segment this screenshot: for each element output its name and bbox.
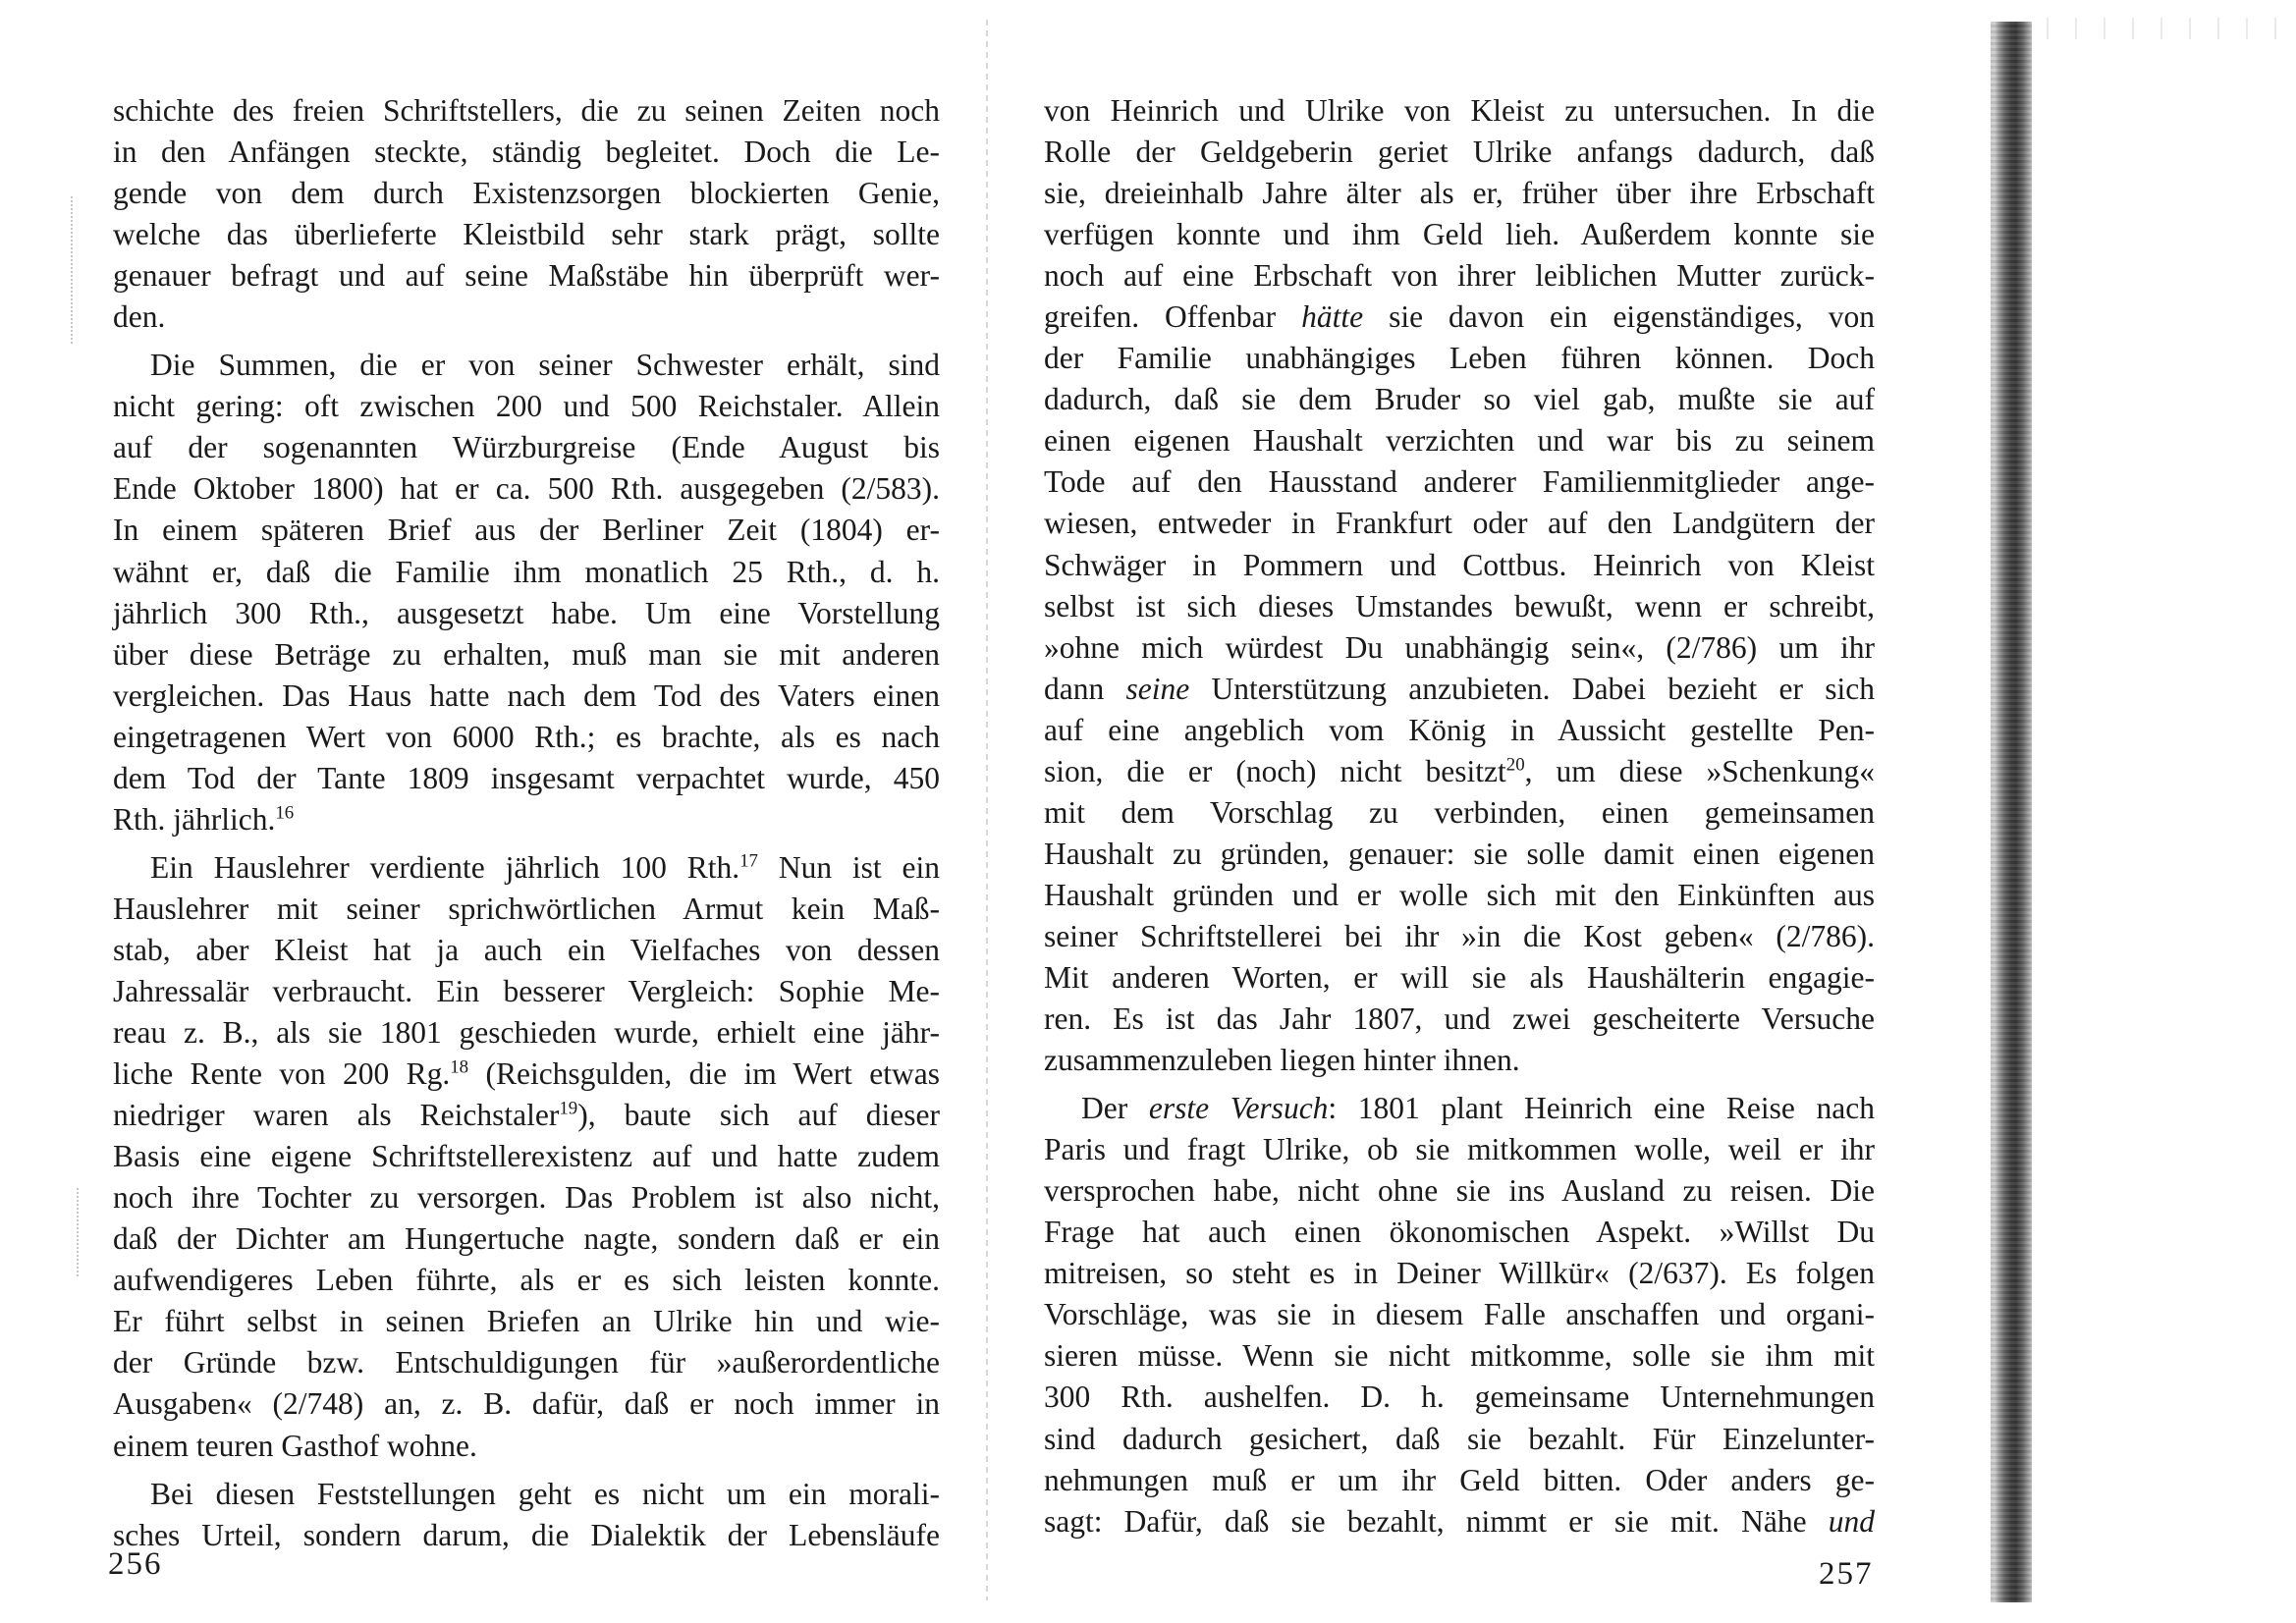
left-page [0,0,982,1623]
text-line: In einem späteren Brief aus der Berliner Zeit (1804) er- [113,513,940,548]
text-line: gende von dem durch Existenzsorgen blockierten Genie, [113,176,940,211]
text-line: Jahressalär verbraucht. Ein besserer Vergleich: Sophie Me- [113,973,940,1008]
footnote-ref: 19 [559,1098,578,1119]
text-line: zusammenzuleben liegen hinter ihnen. [1044,1043,1520,1078]
text-line: verfügen konnte und ihm Geld lieh. Außerdem konnte sie [1044,217,1875,252]
text-line: sind dadurch gesichert, daß sie bezahlt. Für Einzelunter- [1044,1421,1875,1456]
text-line: Rolle der Geldgeberin geriet Ulrike anfangs dadurch, daß [1044,135,1875,170]
right-page [982,0,1964,1623]
paragraph-start: Ein Hauslehrer verdiente jährlich 100 Rth.$^{17}$ Nun ist ein [150,849,940,885]
text-line: sches Urteil, sondern darum, die Dialektik der Lebensläufe [113,1517,940,1552]
scan-marks [71,196,73,344]
text-line: Hauslehrer mit seiner sprichwörtlichen Armut kein Maß- [113,891,940,926]
text-line: wiesen, entweder in Frankfurt oder auf den Landgütern der [1044,506,1875,541]
text-line: daß der Dichter am Hungertuche nagte, sondern daß er ein [113,1221,940,1257]
text-line: dann seine Unterstützung anzubieten. Dabei bezieht er sich [1044,671,1876,706]
text-line: Frage hat auch einen ökonomischen Aspekt. »Willst Du [1044,1215,1875,1250]
text-line: Schwäger in Pommern und Cottbus. Heinrich von Kleist [1044,547,1875,582]
emphasis: und [1828,1503,1875,1539]
text-line: Rth. jährlich.$^{16}$ [113,801,295,837]
text-line: vergleichen. Das Haus hatte nach dem Tod des Vaters einen [113,677,940,713]
text-line: dadurch, daß sie dem Bruder so viel gab, mußte sie auf [1044,382,1875,417]
text-line: in den Anfängen steckte, ständig begleitet. Doch die Le- [113,135,940,170]
text-line: seiner Schriftstellerei bei ihr »in die Kost geben« (2/786). [1044,918,1875,953]
emphasis: erste Versuch [1148,1091,1329,1126]
scan-noise [2035,18,2280,39]
text-line: über diese Beträge zu erhalten, muß man sie mit anderen [113,636,940,672]
text-line: jährlich 300 Rth., ausgesetzt habe. Um eine Vorstellung [113,595,940,630]
text-line: Tode auf den Hausstand anderer Familienmitglieder ange- [1044,464,1875,500]
text-line: greifen. Offenbar hätte sie davon ein eigenständiges, von [1044,299,1875,335]
text-line: den. [113,299,166,335]
text-line: sieren müsse. Wenn sie nicht mitkomme, solle sie ihm mit [1044,1338,1875,1374]
scan-edge-shadow [1991,22,2032,1602]
text-line: wähnt er, daß die Familie ihm monatlich 25 Rth., d. h. [113,554,940,589]
text-line: Ausgaben« (2/748) an, z. B. dafür, daß er noch immer in [113,1386,940,1422]
page-number-right: 257 [1819,1556,1874,1592]
text-line: sion, die er (noch) nicht besitzt$^{20}$, um diese »Schenkung« [1044,753,1875,788]
text-line: einem teuren Gasthof wohne. [113,1428,477,1463]
text-line: nehmungen muß er um ihr Geld bitten. Oder anders ge- [1044,1462,1875,1497]
text-line: aufwendigeres Leben führte, als er es sich leisten konnte. [113,1263,940,1298]
text-line: Haushalt zu gründen, genauer: sie solle damit einen eigenen [1044,836,1875,871]
left-page-text [113,90,940,1556]
right-page-text [1044,90,1875,1542]
text-line: Haushalt gründen und er wolle sich mit den Einkünften aus [1044,877,1875,912]
text-line: mitreisen, so steht es in Deiner Willkür« (2/637). Es folgen [1044,1256,1875,1291]
paragraph-start: Bei diesen Feststellungen geht es nicht um ein morali- [150,1476,940,1511]
text-line: 300 Rth. aushelfen. D. h. gemeinsame Unternehmungen [1044,1380,1875,1415]
text-line: der Gründe bzw. Entschuldigungen für »außerordentliche [113,1345,940,1380]
text-line: ren. Es ist das Jahr 1807, und zwei gescheiterte Versuche [1044,1001,1875,1037]
text-line: stab, aber Kleist hat ja auch ein Vielfaches von dessen [113,932,940,967]
text-line: liche Rente von 200 Rg.$^{18}$ (Reichsgulden, die im Wert etwas [113,1056,940,1092]
text-line: von Heinrich und Ulrike von Kleist zu untersuchen. In die [1044,93,1875,128]
text-line: sie, dreieinhalb Jahre älter als er, früher über ihre Erbschaft [1044,176,1875,211]
text-line: reau z. B., als sie 1801 geschieden wurde, erhielt eine jähr- [113,1015,940,1051]
text-line: »ohne mich würdest Du unabhängig sein«, (2/786) um ihr [1044,629,1875,665]
text-line: auf der sogenannten Würzburgreise (Ende August bis [113,430,940,465]
text-line: nicht gering: oft zwischen 200 und 500 Reichstaler. Allein [113,389,940,424]
emphasis: hätte [1301,299,1364,335]
text-line: einen eigenen Haushalt verzichten und war bis zu seinem [1044,423,1875,459]
text-line: noch ihre Tochter zu versorgen. Das Problem ist also nicht, [113,1180,940,1216]
text-line: Basis eine eigene Schriftstellerexistenz auf und hatte zudem [113,1139,940,1174]
page-number-left: 256 [108,1546,163,1582]
footnote-ref: 17 [739,850,758,872]
text-line: eingetragenen Wert von 6000 Rth.; es brachte, als es nach [113,719,940,754]
text-line: noch auf eine Erbschaft von ihrer leiblichen Mutter zurück- [1044,258,1875,294]
footnote-ref: 18 [450,1056,469,1078]
text-line: Mit anderen Worten, er will sie als Haushälterin engagie- [1044,959,1875,995]
text-line: der Familie unabhängiges Leben führen können. Doch [1044,341,1875,376]
paragraph-start: Die Summen, die er von seiner Schwester erhält, sind [150,348,940,383]
text-line: mit dem Vorschlag zu verbinden, einen gemeinsamen [1044,794,1875,830]
text-line: auf eine angeblich vom König in Aussicht gestellte Pen- [1044,712,1875,747]
text-line: sagt: Dafür, daß sie bezahlt, nimmt er sie mit. Nähe und [1044,1503,1875,1539]
text-line: dem Tod der Tante 1809 insgesamt verpachtet wurde, 450 [113,760,940,795]
text-line: selbst ist sich dieses Umstandes bewußt, wenn er schreibt, [1044,588,1875,623]
paragraph-start: Der erste Versuch: 1801 plant Heinrich eine Reise nach [1081,1091,1875,1126]
text-line: Er führt selbst in seinen Briefen an Ulrike hin und wie- [113,1304,940,1339]
text-line: versprochen habe, nicht ohne sie ins Ausland zu reisen. Die [1044,1173,1875,1209]
footnote-ref: 20 [1505,754,1525,776]
text-line: Paris und fragt Ulrike, ob sie mitkommen wolle, weil er ihr [1044,1132,1875,1167]
text-line: genauer befragt und auf seine Maßstäbe hin überprüft wer- [113,258,940,294]
emphasis: seine [1125,671,1190,706]
text-line: niedriger waren als Reichstaler$^{19}$), baute sich auf dieser [113,1098,940,1133]
scan-marks [77,1188,79,1276]
text-line: Ende Oktober 1800) hat er ca. 500 Rth. ausgegeben (2/583). [113,471,940,507]
footnote-ref: 16 [275,802,295,824]
text-line: schichte des freien Schriftstellers, die zu seinen Zeiten noch [113,93,940,128]
text-line: Vorschläge, was sie in diesem Falle anschaffen und organi- [1044,1297,1875,1332]
text-line: welche das überlieferte Kleistbild sehr stark prägt, sollte [113,217,940,252]
